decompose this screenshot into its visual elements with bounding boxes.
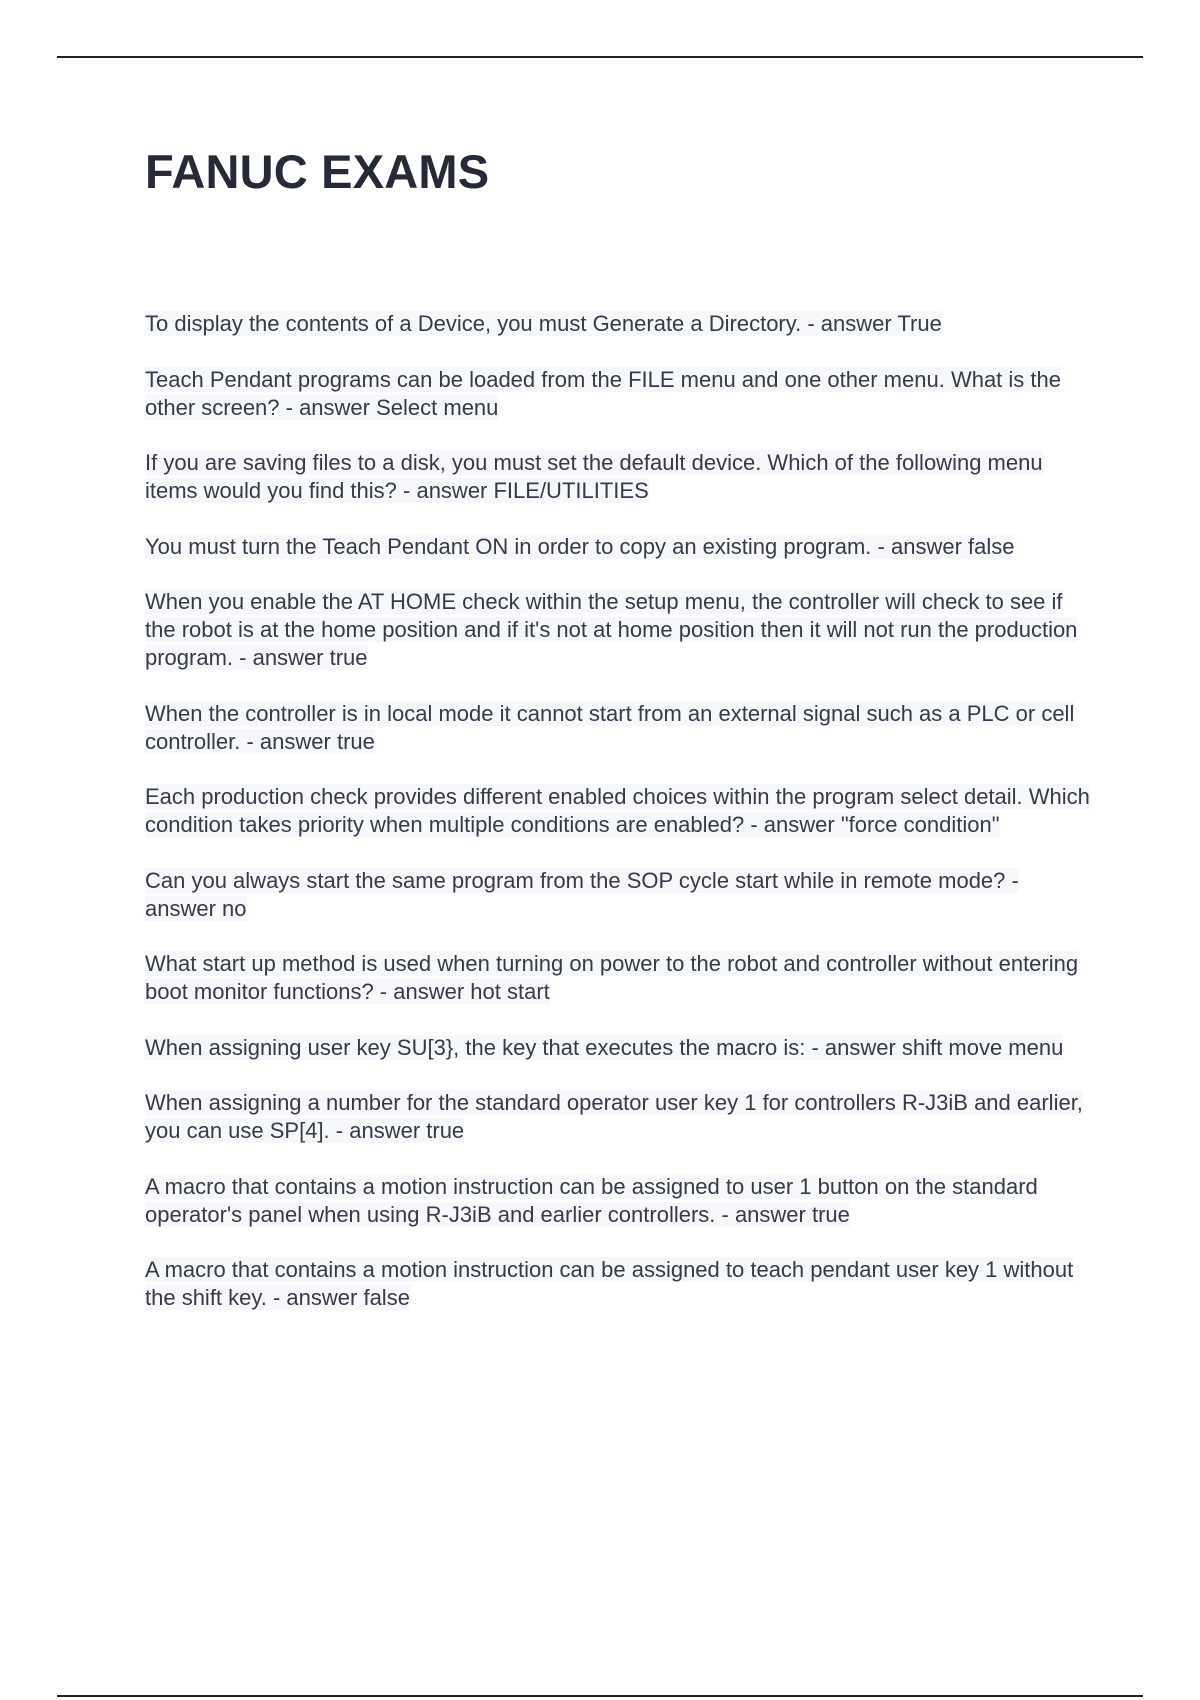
question-answer-text: To display the contents of a Device, you must Generate a Directory. - answer True xyxy=(145,311,942,336)
question-answer-text: Teach Pendant programs can be loaded from the FILE menu and one other menu. What is the other screen? - answer Select menu xyxy=(145,366,1061,420)
list-item xyxy=(145,366,1095,422)
question-answer-text: If you are saving files to a disk, you must set the default device. Which of the following menu items would you find this? - answer FILE/UTILITIES xyxy=(145,450,1043,503)
question-answer-text: You must turn the Teach Pendant ON in order to copy an existing program. - answer false xyxy=(145,533,1015,559)
list-item xyxy=(145,449,1095,505)
list-item xyxy=(145,950,1095,1006)
list-item xyxy=(145,700,1095,756)
list-item xyxy=(145,783,1095,839)
list-item xyxy=(145,867,1095,923)
question-answer-text: A macro that contains a motion instruction can be assigned to user 1 button on the standard operator's panel when using R-J3iB and earlier controllers. - answer true xyxy=(145,1173,1038,1227)
question-answer-text: When the controller is in local mode it cannot start from an external signal such as a PLC or cell controller. - answer true xyxy=(145,700,1075,754)
list-item xyxy=(145,1034,1095,1062)
list-item xyxy=(145,533,1095,561)
question-answer-text: When assigning user key SU[3}, the key that executes the macro is: - answer shift move menu xyxy=(145,1034,1064,1060)
question-answer-text: What start up method is used when turning on power to the robot and controller without entering boot monitor functions? - answer hot start xyxy=(145,951,1079,1004)
list-item xyxy=(145,1256,1095,1312)
list-item xyxy=(145,1173,1095,1229)
list-item xyxy=(145,588,1095,672)
question-answer-text: When you enable the AT HOME check within the setup menu, the controller will check to see if the robot is at the home position and if it's not at home position then it will not run the production program. - answer true xyxy=(145,589,1078,670)
top-divider xyxy=(57,56,1143,58)
question-answer-text: A macro that contains a motion instruction can be assigned to teach pendant user key 1 without the shift key. - answer false xyxy=(145,1257,1074,1310)
list-item xyxy=(145,1089,1095,1145)
page-title: FANUC EXAMS xyxy=(145,145,490,198)
list-item xyxy=(145,310,1095,338)
question-answer-list xyxy=(145,310,1095,1340)
bottom-divider xyxy=(57,1695,1143,1697)
question-answer-text: Each production check provides different enabled choices within the program select detail. Which condition takes priority when multiple conditions are enabled? - answer "force condition" xyxy=(145,784,1090,837)
question-answer-text: When assigning a number for the standard operator user key 1 for controllers R-J3iB and earlier, you can use SP[4]. - answer true xyxy=(145,1090,1083,1143)
question-answer-text: Can you always start the same program from the SOP cycle start while in remote mode? - answer no xyxy=(145,867,1019,921)
